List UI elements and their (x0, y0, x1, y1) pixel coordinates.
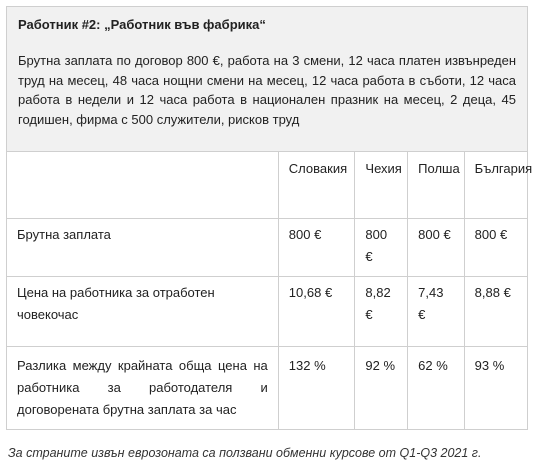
worker-title: Работник #2: „Работник във фабрика“ (18, 17, 266, 32)
row-label: Брутна заплата (7, 219, 278, 277)
table-cell: 132 % (278, 347, 355, 430)
table-row (7, 277, 527, 347)
table-row (7, 347, 527, 430)
table-cell: 7,43 € (408, 277, 465, 347)
worker-card (6, 6, 533, 430)
table-cell: 8,88 € (464, 277, 527, 347)
table-cell: 92 % (355, 347, 408, 430)
header-cell-empty (7, 152, 278, 219)
comparison-table (7, 152, 533, 429)
table-cell: 800 € (278, 219, 355, 277)
header-cell-slovakia: Словакия (278, 152, 355, 219)
table-cell: 93 % (474, 358, 505, 373)
table-row (7, 219, 527, 277)
worker-header (7, 7, 527, 152)
header-cell-czechia: Чехия (355, 152, 408, 219)
header-cell-bulgaria: България (464, 152, 527, 219)
table-cell: 62 % (408, 347, 465, 430)
table-cell: 8,82 € (355, 277, 408, 347)
table-cell: 10,68 € (278, 277, 355, 347)
table-cell: 800 € (355, 219, 408, 277)
table-cell: 800 € (408, 219, 465, 277)
footnote: За страните извън еврозоната са ползвани обменни курсове от Q1-Q3 2021 г. (8, 446, 482, 460)
header-cell-poland: Полша (408, 152, 465, 219)
worker-description: Брутна заплата по договор 800 €, работа на 3 смени, 12 часа платен извънреден труд на месец, 48 часа нощни смени на месец, 12 часа работа в съботи, 12 часа работа в недели и 12 часа работа в национален празник на месец, 2 деца, 45 годишен, фирма с 500 служители, рисков труд (18, 53, 516, 127)
row-label: Разлика между крайната обща цена на работника за работодателя и договорената брутна заплата за час (7, 347, 278, 430)
table-cell: 800 € (464, 219, 527, 277)
table-header-row (7, 152, 527, 219)
row-label: Цена на работника за отработен човекочас (7, 277, 278, 347)
